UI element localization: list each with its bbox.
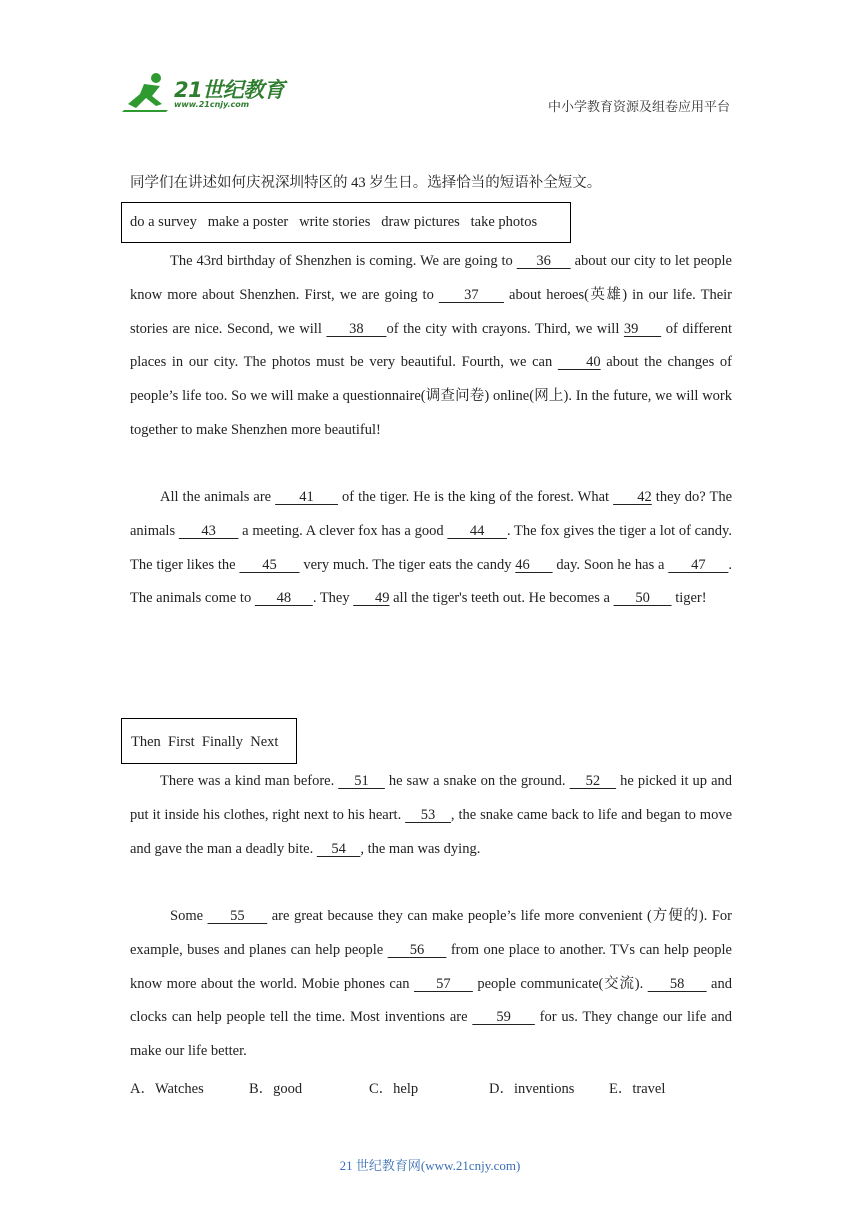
passage-text: tiger! <box>671 590 707 607</box>
passage-text: . The fox gives the tiger a lot of candy. The tiger likes the <box>130 522 732 573</box>
blank-52: 52 <box>569 773 617 789</box>
passage-text: are great because they can make people’s life more convenient (方便的). For example, buses and planes can help people <box>130 908 733 958</box>
blank-58: 58 <box>647 975 707 992</box>
blank-42: 42 <box>613 489 652 505</box>
blank-56: 56 <box>387 941 447 958</box>
blank-53: 53 <box>405 806 451 823</box>
passage-4 <box>130 900 732 1069</box>
blank-43: 43 <box>178 522 239 539</box>
blank-55: 55 <box>207 908 268 924</box>
blank-49: 49 <box>353 590 390 607</box>
blank-36: 36 <box>516 253 571 269</box>
passage-text: of the city with crayons. Third, we will <box>386 320 624 337</box>
passage-text: from one place to another. TVs can help people know more about the world. Mobie phones can <box>130 941 732 992</box>
passage-text: , the snake came back to life and began to move and gave the man a deadly bite. <box>130 806 733 857</box>
blank-47: 47 <box>668 556 729 573</box>
passage-text: he saw a snake on the ground. <box>384 773 570 789</box>
site-logo <box>122 70 292 114</box>
platform-title: 中小学教育资源及组卷应用平台 <box>547 99 730 114</box>
passage-text: about our city to let people know more about Shenzhen. First, we are going to <box>130 253 732 303</box>
passage-text: , the man was dying. <box>360 840 481 857</box>
footer-link[interactable]: 21 世纪教育网(www.21cnjy.com) <box>339 1158 521 1173</box>
option-b: B．good <box>249 1081 303 1097</box>
blank-54: 54 <box>316 840 361 857</box>
option-d: D．inventions <box>489 1081 575 1097</box>
passage-text: a meeting. A clever fox has a good <box>238 522 448 539</box>
blank-41: 41 <box>275 489 338 505</box>
passage-text: There was a kind man before. <box>160 773 339 789</box>
passage-text: All the animals are <box>160 489 276 505</box>
word-box-text: Then First Finally Next <box>131 734 279 750</box>
passage-text: they do? The animals <box>130 489 733 539</box>
blank-50: 50 <box>613 590 672 607</box>
passage-text: about heroes(英雄) in our life. Their stories are nice. Second, we will <box>130 286 732 337</box>
passage-text: of different places in our city. The photos must be very beautiful. Fourth, we can <box>130 320 733 371</box>
option-c: C．help <box>369 1081 419 1097</box>
instruction-text: 同学们在讲述如何庆祝深圳特区的 43 岁生日。选择恰当的短语补全短文。 <box>130 175 602 191</box>
passage-text: day. Soon he has a <box>552 556 669 573</box>
passage-text: very much. The tiger eats the candy <box>299 556 516 573</box>
passage-2 <box>130 481 732 616</box>
blank-37: 37 <box>438 286 504 303</box>
blank-39: 39 <box>623 320 662 337</box>
blank-40: 40 <box>557 354 601 371</box>
passage-text: . They <box>312 590 354 607</box>
passage-text: . The animals come to <box>130 556 733 607</box>
phrase-box <box>121 202 571 243</box>
passage-text: he picked it up and put it inside his clothes, right next to his heart. <box>130 773 733 823</box>
passage-text: of the tiger. He is the king of the forest. What <box>337 489 614 505</box>
option-e: E．travel <box>609 1081 666 1097</box>
phrase-box-text: do a survey make a poster write stories draw pictures take photos <box>130 214 538 230</box>
word-box <box>121 718 297 764</box>
blank-45: 45 <box>239 556 300 573</box>
passage-3 <box>130 765 732 866</box>
passage-1 <box>130 245 732 448</box>
blank-59: 59 <box>472 1009 535 1026</box>
blank-46: 46 <box>515 556 553 573</box>
blank-38: 38 <box>326 320 387 337</box>
logo-url: www.21cnjy.com <box>174 100 250 109</box>
logo-text: 21世纪教育 <box>174 78 285 102</box>
option-a: A．Watches <box>130 1081 204 1097</box>
passage-text: people communicate(交流). <box>472 975 648 992</box>
blank-57: 57 <box>413 975 473 992</box>
blank-51: 51 <box>338 773 385 789</box>
passage-text: all the tiger's teeth out. He becomes a <box>389 590 614 607</box>
passage-text: The 43rd birthday of Shenzhen is coming. We are going to <box>170 253 517 269</box>
passage-text: for us. They change our life and make our life better. <box>130 1009 732 1060</box>
passage-text: Some <box>170 908 208 924</box>
blank-44: 44 <box>447 522 507 539</box>
blank-48: 48 <box>254 590 313 607</box>
runner-icon <box>122 70 172 114</box>
passage-text: and clocks can help people tell the time. Most inventions are <box>130 975 732 1026</box>
passage-text: about the changes of people’s life too. So we will make a questionnaire(调查问卷) online(网上). In the future, we will work together to make Shenzhen more beautiful! <box>130 354 732 438</box>
